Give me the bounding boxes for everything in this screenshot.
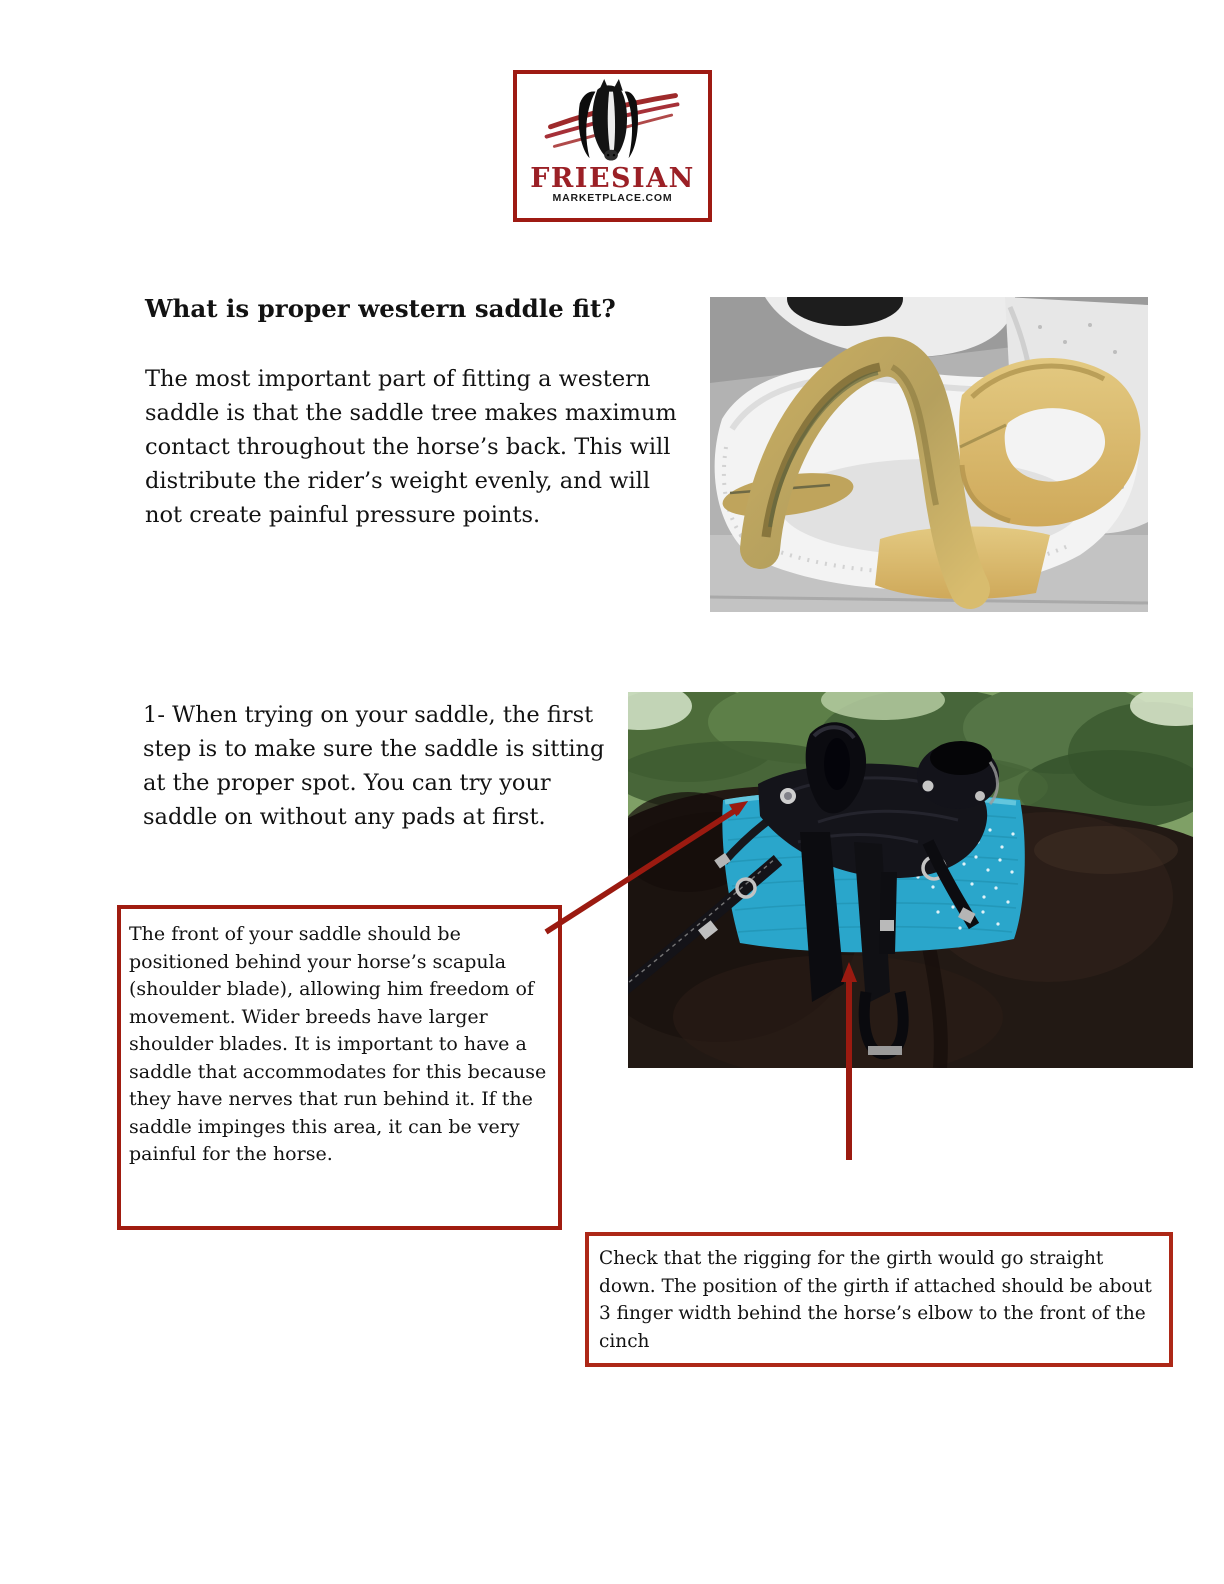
scapula-callout-text: The front of your saddle should be positioned behind your horse’s scapula (shoulder blade), allowing him freedom of movement. Wider breeds have larger shoulder blades. It is important to have a saddle that accommodates for this because they have nerves that run behind it. If the saddle impinges this area, it can be very painful for the horse. — [129, 923, 547, 1165]
brand-logo — [513, 70, 712, 222]
page-title: What is proper western saddle fit? — [145, 294, 616, 323]
scapula-callout-box — [117, 905, 562, 1230]
girth-callout-text: Check that the rigging for the girth would go straight down. The position of the girth if attached should be about 3 finger width behind the horse’s elbow to the front of the cinch — [599, 1248, 1152, 1352]
intro-paragraph: The most important part of fitting a western saddle is that the saddle tree makes maximum contact throughout the horse’s back. This will distribute the rider’s weight evenly, and will not create painful pressure points. — [145, 366, 677, 528]
girth-callout-box — [585, 1232, 1173, 1367]
step1-paragraph: 1- When trying on your saddle, the first step is to make sure the saddle is sitting at the proper spot. You can try your saddle on without any pads at first. — [143, 702, 605, 830]
brand-domain: MARKETPLACE.COM — [552, 192, 673, 204]
horse-saddle-photo — [628, 692, 1193, 1068]
saddle-tree-photo — [710, 297, 1148, 612]
horse-head-icon — [517, 78, 708, 166]
brand-name: FRIESIAN — [530, 163, 695, 194]
